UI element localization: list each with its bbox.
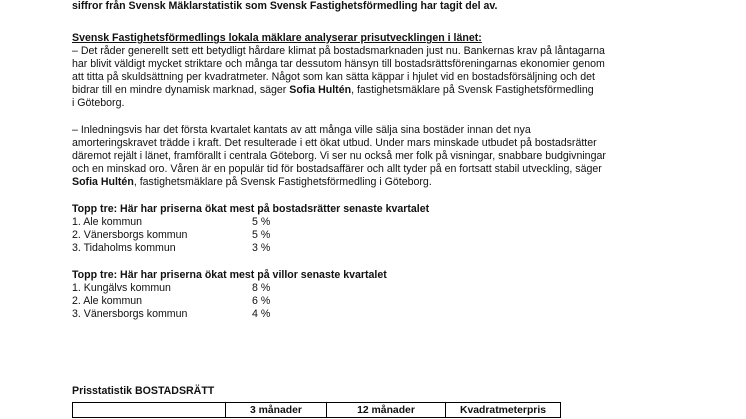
- p2-line-5: [72, 176, 432, 189]
- p1-line-4-post: , fastighetsmäklare på Svensk Fastighetsförmedling: [351, 84, 594, 96]
- price-change: 3 %: [252, 242, 271, 254]
- municipality-name: 3. Tidaholms kommun: [72, 242, 176, 254]
- municipality-name: 3. Vänersborgs kommun: [72, 308, 188, 320]
- price-stats-table: [72, 402, 561, 418]
- list-heading: Topp tre: Här har priserna ökat mest på bostadsrätter senaste kvartalet: [72, 203, 430, 215]
- price-change: 5 %: [252, 229, 271, 241]
- p2-line-4: och en minskad oro. Våren är en populär tid för bostadsaffärer och allt tyder på en fortsatt stabil utveckling, säger: [72, 163, 602, 175]
- section-heading: Svensk Fastighetsförmedlings lokala mäklare analyserar prisutvecklingen i länet:: [72, 32, 482, 44]
- municipality-name: 1. Ale kommun: [72, 216, 143, 228]
- p1-line-4-pre: bidrar till en mindre dynamisk marknad, säger: [72, 84, 290, 96]
- municipality-name: 1. Kungälvs kommun: [72, 282, 171, 294]
- table-header-row: [73, 403, 561, 418]
- person-name: Sofia Hultén: [289, 84, 352, 96]
- list-heading: Topp tre: Här har priserna ökat mest på villor senaste kvartalet: [72, 269, 387, 281]
- price-change: 5 %: [252, 216, 271, 228]
- p1-line-2: har blivit väldigt mycket striktare och många tar dessutom hänsyn till bostadsrättsföreningarnas ekonomier genom: [72, 58, 605, 70]
- price-change: 6 %: [252, 295, 271, 307]
- p1-line-1: – Det råder generellt sett ett betydligt hårdare klimat på bostadsmarknaden just nu. Bankernas krav på låntagarna: [72, 45, 605, 57]
- stats-heading: Prisstatistik BOSTADSRÄTT: [72, 385, 215, 397]
- p2-line-2: amorteringskravet trädde i kraft. Det resulterade i ett ökat utbud. Under mars minskade utbudet på bostadsrätter: [72, 137, 597, 149]
- p2-line-1: – Inledningsvis har det första kvartalet kantats av att många ville sälja sina bostäder innan det nya: [72, 124, 531, 136]
- table-header-cell: 12 månader: [327, 403, 446, 418]
- p1-line-3: att titta på skuldsättning per kvadratmeter. Något som kan sätta käppar i hjulet vid en bostadsförsäljning och det: [72, 71, 595, 83]
- municipality-name: 2. Ale kommun: [72, 295, 143, 307]
- table-header-cell: [73, 403, 226, 418]
- p1-line-4: [72, 84, 594, 97]
- p2-line-5-post: , fastighetsmäklare på Svensk Fastighetsförmedling i Göteborg.: [133, 176, 432, 188]
- price-change: 8 %: [252, 282, 271, 294]
- p2-line-3: däremot rejält i länet, framförallt i centrala Göteborg. Vi ser nu också mer folk på visningar, snabbare budgivningar: [72, 150, 606, 162]
- person-name: Sofia Hultén: [72, 176, 134, 188]
- municipality-name: 2. Vänersborgs kommun: [72, 229, 188, 241]
- table-header-cell: Kvadratmeterpris: [446, 403, 561, 418]
- price-change: 4 %: [252, 308, 271, 320]
- p1-line-5: i Göteborg.: [72, 97, 125, 109]
- intro-tail: siffror från Svensk Mäklarstatistik som Svensk Fastighetsförmedling har tagit del av.: [72, 0, 498, 12]
- table-header-cell: 3 månader: [226, 403, 327, 418]
